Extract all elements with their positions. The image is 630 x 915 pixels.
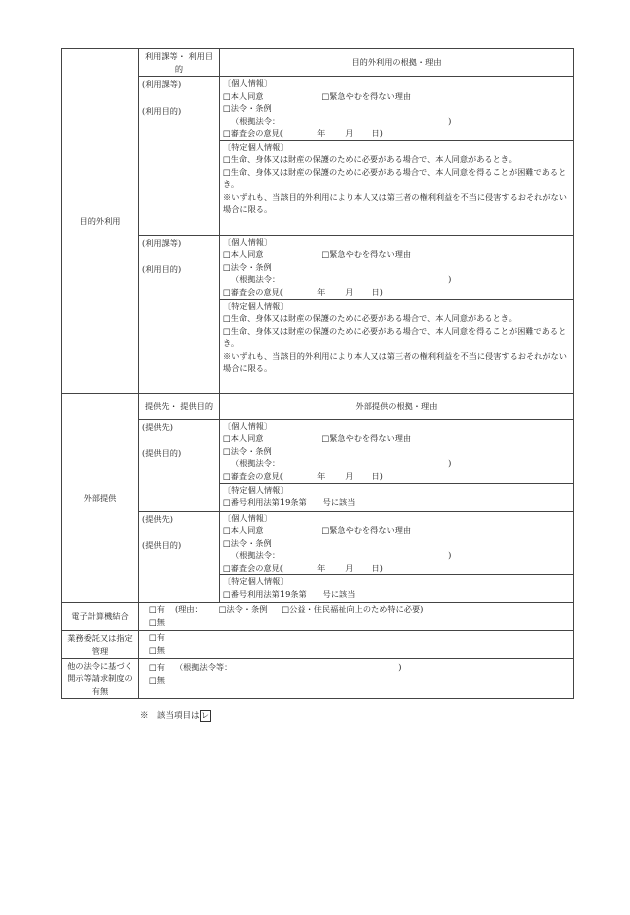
tokutei-block-1: 〔特定個人情報〕 □生命、身体又は財産の保護のために必要がある場合で、本人同意があるとき。 □生命、身体又は財産の保護のために必要がある場合で、本人同意を得ることが困難であるとき。 ※いずれも、当該目的外利用により本人又は第三者の権利利益を不当に侵害するおそれがない場合に限る。 xyxy=(220,140,574,235)
denshi-koueki-checkbox[interactable]: □公益・住民福祉向上のため特に必要) xyxy=(281,604,424,614)
section-gyomu: 業務委託又は指定管理 xyxy=(62,631,139,659)
tokutei-p1-checkbox[interactable]: □生命、身体又は財産の保護のために必要がある場合で、本人同意があるとき。 xyxy=(223,313,517,323)
honnin-checkbox[interactable]: □本人同意 xyxy=(223,525,264,535)
section-hoka: 他の法令に基づく開示等請求制度の有無 xyxy=(62,659,139,699)
teikyo-reason-header: 外部提供の根拠・理由 xyxy=(220,393,574,419)
hoka-nashi-checkbox[interactable]: □無 xyxy=(149,674,165,685)
section-denshi: 電子計算機結合 xyxy=(62,603,139,631)
shinsa-checkbox[interactable]: □審査会の意見( xyxy=(223,128,284,138)
hourei-checkbox[interactable]: □法令・条例 xyxy=(223,261,272,272)
kinkyu-checkbox[interactable]: □緊急やむを得ない理由 xyxy=(321,525,412,535)
kojin-block-3: 〔個人情報〕 □本人同意 □緊急やむを得ない理由 □法令・条例 （根拠法令： ) □審査会の意見( 年 月 日) xyxy=(220,419,574,483)
gyomu-nashi-checkbox[interactable]: □無 xyxy=(149,644,165,655)
kinkyu-checkbox[interactable]: □緊急やむを得ない理由 xyxy=(321,249,412,259)
honnin-checkbox[interactable]: □本人同意 xyxy=(223,249,264,259)
shinsa-checkbox[interactable]: □審査会の意見( xyxy=(223,470,284,481)
kojin-block-2: 〔個人情報〕 □本人同意 □緊急やむを得ない理由 □法令・条例 （根拠法令： ) □審査会の意見( 年 月 日) xyxy=(220,235,574,299)
kinkyu-checkbox[interactable]: □緊急やむを得ない理由 xyxy=(321,433,412,443)
tokutei-bango-block-1: 〔特定個人情報〕 □番号利用法第19条第 号に該当 xyxy=(220,483,574,511)
hourei-checkbox[interactable]: □法令・条例 xyxy=(223,103,272,113)
teikyo-col-header: 提供先・ 提供目的 xyxy=(139,393,220,419)
section-gaibu: 外部提供 xyxy=(62,393,139,603)
tokutei-p1-checkbox[interactable]: □生命、身体又は財産の保護のために必要がある場合で、本人同意があるとき。 xyxy=(223,154,517,164)
kojin-block-1: 〔個人情報〕 □本人同意 □緊急やむを得ない理由 □法令・条例 （根拠法令： ) □審査会の意見( 年 月 日) xyxy=(220,77,574,141)
denshi-ari-checkbox[interactable]: □有 xyxy=(149,604,165,614)
tokutei-p2-checkbox[interactable]: □生命、身体又は財産の保護のために必要がある場合で、本人同意を得ることが困難であるとき。 xyxy=(223,325,567,348)
hoka-ari-checkbox[interactable]: □有 xyxy=(149,662,165,672)
kojin-block-4: 〔個人情報〕 □本人同意 □緊急やむを得ない理由 □法令・条例 （根拠法令： ) □審査会の意見( 年 月 日) xyxy=(220,511,574,575)
footnote: ※ 該当項目は レ xyxy=(140,710,210,721)
bango-checkbox[interactable]: □番号利用法第19条第 xyxy=(223,497,307,507)
shinsa-checkbox[interactable]: □審査会の意見( xyxy=(223,562,284,573)
tokutei-bango-block-2: 〔特定個人情報〕 □番号利用法第19条第 号に該当 xyxy=(220,575,574,603)
denshi-hourei-checkbox[interactable]: □法令・条例 xyxy=(218,604,268,614)
honnin-checkbox[interactable]: □本人同意 xyxy=(223,433,264,443)
shinsa-checkbox[interactable]: □審査会の意見( xyxy=(223,286,284,297)
tokutei-p2-checkbox[interactable]: □生命、身体又は財産の保護のために必要がある場合で、本人同意を得ることが困難であるとき。 xyxy=(223,166,567,189)
riyo-labels-2: (利用課等) (利用目的) xyxy=(139,235,220,393)
hourei-checkbox[interactable]: □法令・条例 xyxy=(223,445,272,456)
kinkyu-checkbox[interactable]: □緊急やむを得ない理由 xyxy=(321,90,412,101)
riyo-reason-header: 目的外利用の根拠・理由 xyxy=(220,49,574,77)
denshi-nashi-checkbox[interactable]: □無 xyxy=(149,616,165,627)
hourei-checkbox[interactable]: □法令・条例 xyxy=(223,537,272,548)
teikyo-labels-1: (提供先) (提供目的) xyxy=(139,419,220,511)
hoka-cell: □有 （根拠法令等： ) □無 xyxy=(139,659,574,699)
tokutei-note: ※いずれも、当該目的外利用により本人又は第三者の権利利益を不当に侵害するおそれがない場合に限る。 xyxy=(223,191,567,214)
riyo-col-header: 利用課等・ 利用目的 xyxy=(139,49,220,77)
tokutei-note: ※いずれも、当該目的外利用により本人又は第三者の権利利益を不当に侵害するおそれがない場合に限る。 xyxy=(223,350,567,373)
riyo-labels-1: (利用課等) (利用目的) xyxy=(139,77,220,236)
bango-checkbox[interactable]: □番号利用法第19条第 xyxy=(223,588,307,599)
gyomu-cell xyxy=(139,631,574,659)
form-table xyxy=(61,48,574,699)
honnin-checkbox[interactable]: □本人同意 xyxy=(223,90,264,101)
denshi-cell: □有 (理由： □法令・条例 □公益・住民福祉向上のため特に必要) □無 xyxy=(139,603,574,631)
tokutei-block-2: 〔特定個人情報〕 □生命、身体又は財産の保護のために必要がある場合で、本人同意があるとき。 □生命、身体又は財産の保護のために必要がある場合で、本人同意を得ることが困難であるとき。 ※いずれも、当該目的外利用により本人又は第三者の権利利益を不当に侵害するおそれがない場合に限る。 xyxy=(220,299,574,393)
section-mokutekigai: 目的外利用 xyxy=(62,49,139,394)
teikyo-labels-2: (提供先) (提供目的) xyxy=(139,511,220,603)
check-mark-box: レ xyxy=(201,710,210,720)
gyomu-ari-checkbox[interactable]: □有 xyxy=(149,632,165,642)
